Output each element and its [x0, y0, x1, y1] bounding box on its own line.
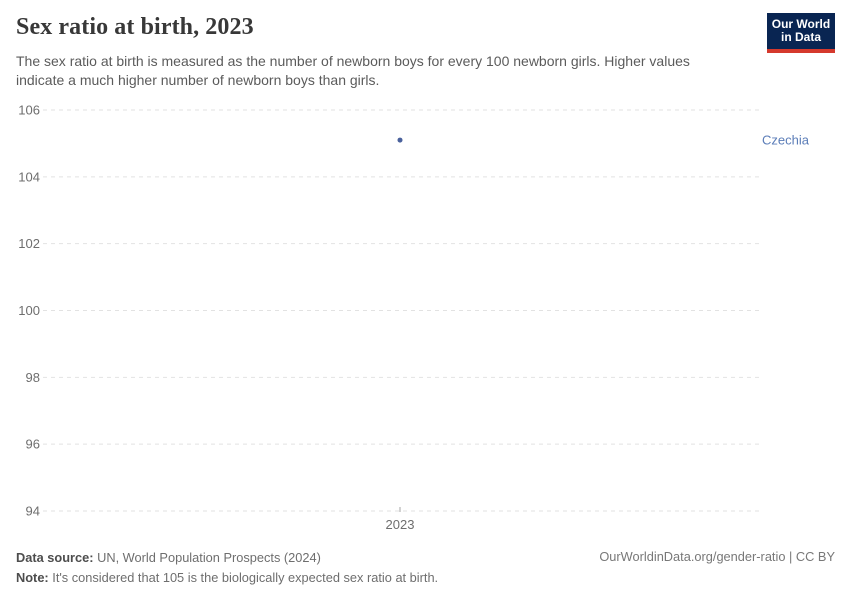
ytick-label-94: 94 — [25, 503, 40, 519]
owid-logo[interactable] — [767, 13, 835, 53]
datasource-label: Data source: — [16, 550, 94, 565]
owid-logo-line1: Our World — [771, 16, 831, 31]
data-point-czechia[interactable] — [398, 138, 403, 143]
attribution-link[interactable]: OurWorldinData.org/gender-ratio | CC BY — [599, 549, 835, 564]
ytick-label-102: 102 — [18, 236, 40, 252]
xtick-label-2023: 2023 — [385, 517, 415, 532]
ytick-label-104: 104 — [18, 169, 40, 185]
datasource-value: UN, World Population Prospects (2024) — [93, 550, 321, 565]
datasource-line — [16, 548, 438, 568]
ytick-label-96: 96 — [25, 436, 40, 452]
ytick-label-100: 100 — [18, 303, 40, 318]
note-label: Note: — [16, 570, 49, 585]
ytick-label-98: 98 — [25, 369, 40, 385]
chart-svg — [0, 95, 850, 540]
chart-subtitle: The sex ratio at birth is measured as the number of newborn boys for every 100 newborn girls. Higher values indicate a much higher number of newborn boys than girls. — [16, 53, 690, 88]
ytick-label-106: 106 — [18, 102, 40, 118]
page-title: Sex ratio at birth, 2023 — [16, 14, 254, 40]
note-line — [16, 568, 438, 588]
entity-label-czechia[interactable]: Czechia — [762, 132, 809, 148]
note-value: It's considered that 105 is the biologically expected sex ratio at birth. — [48, 570, 439, 585]
chart-footer — [16, 548, 438, 588]
owid-logo-line2: in Data — [780, 30, 821, 44]
